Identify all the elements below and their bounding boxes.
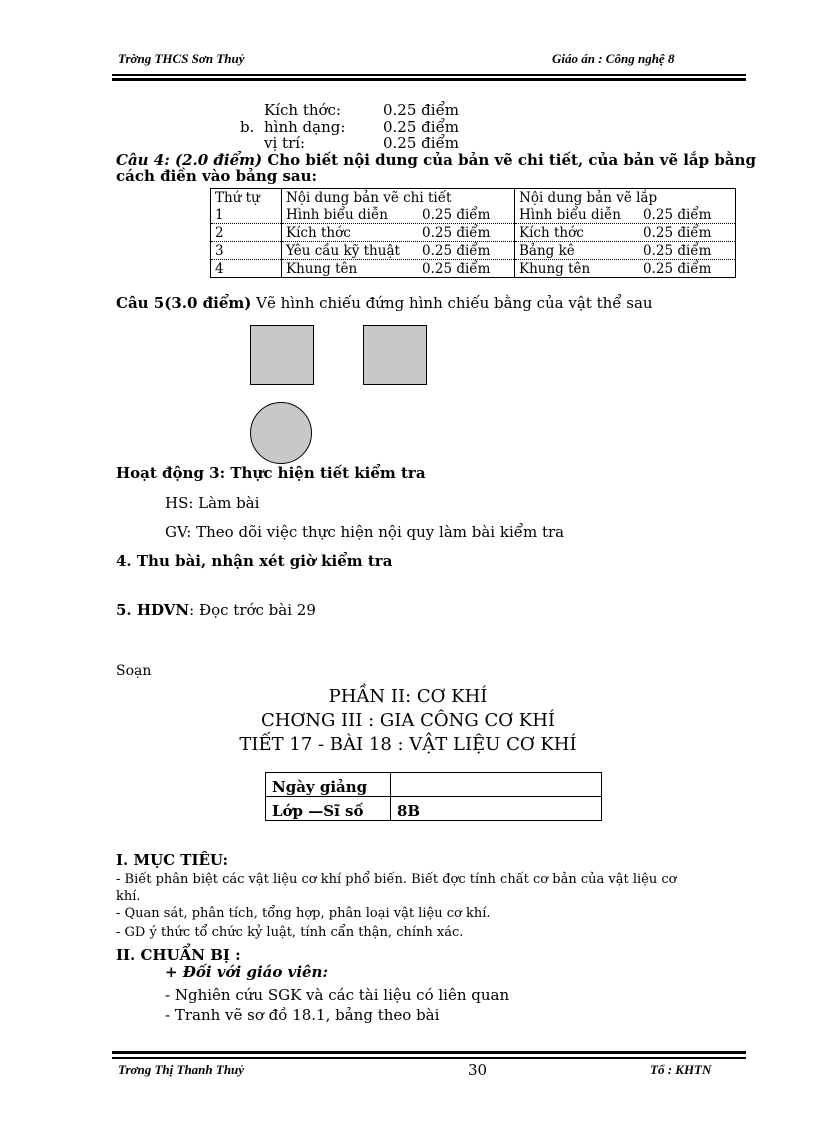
header-left: Trờng THCS Sơn Thuỷ [118, 51, 245, 66]
cell-score: 0.25 điểm [422, 207, 491, 223]
chuan-bi-item2: - Tranh vẽ sơ đồ 18.1, bảng theo bài [165, 1006, 440, 1024]
chuan-bi-item1: - Nghiên cứu SGK và các tài liệu có liên quan [165, 986, 510, 1004]
header-cell: Nội dung bản vẽ chi tiết [282, 189, 515, 207]
muc-tieu-title: I. MỤC TIÊU: [116, 851, 229, 869]
table-row [211, 206, 736, 224]
header-cell: Nội dung bản vẽ lắp [515, 189, 736, 207]
footer-left: Trơng Thị Thanh Thuỷ [118, 1062, 245, 1077]
footer-rule [112, 1057, 746, 1059]
cell-score: 0.25 điểm [422, 261, 491, 277]
content-table [210, 188, 736, 278]
square-shape-right [363, 325, 427, 385]
cell-text: Khung tên [286, 261, 358, 277]
schedule-table [265, 772, 602, 821]
row-number: 1 [211, 206, 282, 224]
hoat-dong-3-title: Hoạt động 3: Thực hiện tiết kiểm tra [116, 464, 426, 482]
hs-line: HS: Làm bài [165, 494, 260, 512]
ngay-giang-label: Ngày giảng [266, 773, 391, 797]
row-lap [515, 260, 736, 278]
ngay-giang-value [391, 773, 602, 797]
cau4-label: Câu 4: (2.0 điểm) [116, 151, 263, 169]
cau4-line2: cách điền vào bảng sau: [116, 167, 318, 185]
chuan-bi-sub: + Đối với giáo viên: [165, 963, 329, 981]
table-row [211, 242, 736, 260]
row-lap [515, 206, 736, 224]
score-hinh-dang-value: 0.25 điểm [383, 118, 460, 136]
row-number: 3 [211, 242, 282, 260]
table-row [266, 797, 602, 821]
muc-tieu-line1: - Biết phân biệt các vật liệu cơ khí phổ biến. Biết đợc tính chất cơ bản của vật liệu cơ [116, 872, 677, 887]
table-row [266, 773, 602, 797]
chuan-bi-title: II. CHUẨN BỊ : [116, 946, 241, 964]
cell-score: 0.25 điểm [643, 243, 712, 259]
row-chitiet [282, 206, 515, 224]
score-hinh-dang-label: hình dạng: [264, 118, 346, 136]
section-5 [116, 601, 316, 619]
footer-right: Tổ : KHTN [650, 1062, 712, 1077]
cell-text: Khung tên [519, 261, 591, 277]
row-chitiet [282, 260, 515, 278]
score-b-marker: b. [240, 118, 255, 136]
gv-line: GV: Theo dõi việc thực hiện nội quy làm bài kiểm tra [165, 523, 565, 541]
cell-text: Hình biểu diễn [286, 207, 388, 223]
cau5-line [116, 294, 653, 312]
title-chuong-3: CHƠNG III : GIA CÔNG CƠ KHÍ [260, 710, 555, 731]
cell-text: Hình biểu diễn [519, 207, 621, 223]
row-number: 2 [211, 224, 282, 242]
muc-tieu-line3: - Quan sát, phân tích, tổng hợp, phân loại vật liệu cơ khí. [116, 906, 491, 921]
muc-tieu-line4: - GD ý thức tổ chức kỷ luật, tính cẩn thận, chính xác. [116, 925, 464, 940]
row-lap [515, 242, 736, 260]
footer-rule-thick [112, 1051, 746, 1054]
cell-text: Yêu cầu kỹ thuật [286, 243, 400, 259]
lop-si-so-label: Lớp —Sĩ số [266, 797, 391, 821]
muc-tieu-line2: khí. [116, 889, 141, 904]
cell-text: Kích thớc [519, 225, 584, 241]
row-chitiet [282, 242, 515, 260]
square-shape-left [250, 325, 314, 385]
cell-text: Kích thớc [286, 225, 351, 241]
score-kich-thuoc-value: 0.25 điểm [383, 101, 460, 119]
table-header-row [211, 189, 736, 207]
score-kich-thuoc-label: Kích thớc: [264, 101, 342, 119]
title-phan-2: PHẦN II: CƠ KHÍ [328, 686, 488, 707]
score-vi-tri-label: vị trí: [264, 134, 306, 152]
cell-score: 0.25 điểm [422, 225, 491, 241]
soan-label: Soạn [116, 663, 152, 679]
header-right: Giáo án : Công nghệ 8 [552, 51, 675, 66]
table-row [211, 260, 736, 278]
title-tiet-17: TIẾT 17 - BÀI 18 : VẬT LIỆU CƠ KHÍ [239, 734, 577, 755]
header-cell: Thứ tự [211, 189, 282, 207]
cell-score: 0.25 điểm [643, 207, 712, 223]
header-rule [112, 74, 746, 76]
circle-shape [250, 402, 312, 464]
lop-si-so-value: 8B [391, 797, 602, 821]
cell-score: 0.25 điểm [643, 261, 712, 277]
section-4: 4. Thu bài, nhận xét giờ kiểm tra [116, 552, 393, 570]
score-vi-tri-value: 0.25 điểm [383, 134, 460, 152]
page-number: 30 [468, 1061, 488, 1079]
cell-text: Bảng kê [519, 243, 575, 259]
section-5-text: : Đọc trớc bài 29 [189, 601, 316, 619]
row-chitiet [282, 224, 515, 242]
cell-score: 0.25 điểm [422, 243, 491, 259]
row-lap [515, 224, 736, 242]
table-row [211, 224, 736, 242]
cau4-text: Cho biết nội dung của bản vẽ chi tiết, của bản vẽ lắp bằng [262, 151, 756, 169]
cau5-text: Vẽ hình chiếu đứng hình chiếu bằng của vật thể sau [251, 294, 653, 312]
cell-score: 0.25 điểm [643, 225, 712, 241]
header-rule-thick [112, 78, 746, 81]
row-number: 4 [211, 260, 282, 278]
section-5-label: 5. HDVN [116, 601, 190, 619]
cau5-label: Câu 5(3.0 điểm) [116, 294, 252, 312]
